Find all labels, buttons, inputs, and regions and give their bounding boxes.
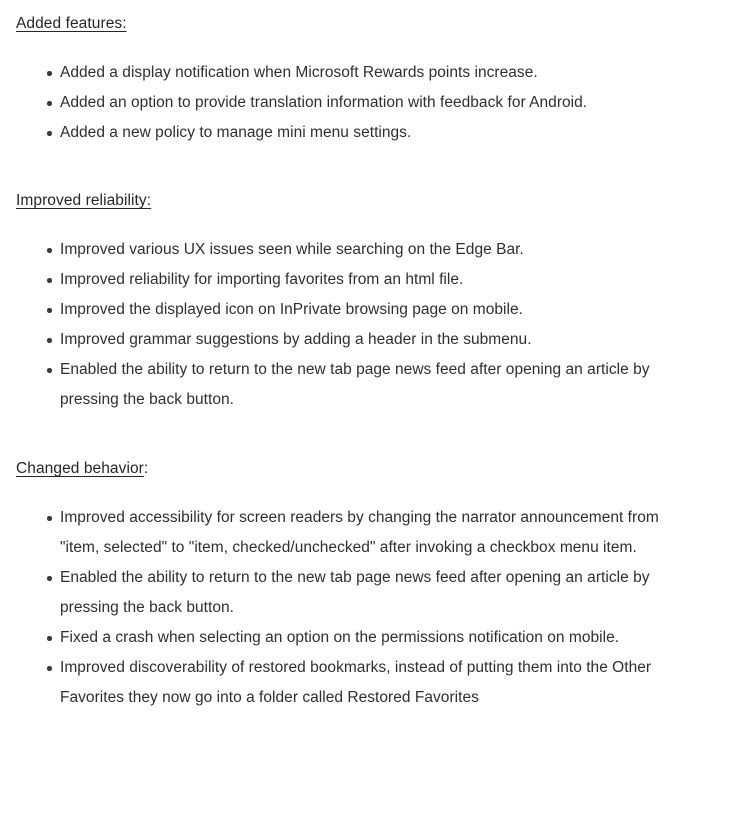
section-heading-changed-behavior-text: Changed behavior — [16, 460, 144, 477]
list-item — [16, 355, 696, 415]
list-item-text: Improved the displayed icon on InPrivate browsing page on mobile. — [60, 301, 523, 318]
section-improved-reliability — [16, 191, 696, 415]
list-item-text: Added a new policy to manage mini menu settings. — [60, 124, 412, 141]
bullet-dot-icon — [47, 576, 52, 581]
section-changed-behavior — [16, 459, 696, 713]
section-heading-improved-reliability-text: Improved reliability: — [16, 192, 152, 209]
list-item-text: Improved accessibility for screen readers by changing the narrator announcement from "item, selected" to "item, checked/unchecked" after invoking a checkbox menu item. — [60, 509, 659, 556]
bullet-dot-icon — [47, 278, 52, 283]
bullet-dot-icon — [47, 308, 52, 313]
list-item-text: Added an option to provide translation information with feedback for Android. — [60, 94, 588, 111]
section-added-features — [16, 14, 696, 148]
bullet-dot-icon — [47, 248, 52, 253]
list-item — [16, 118, 696, 148]
list-item — [16, 235, 696, 265]
list-item — [16, 503, 696, 563]
list-item — [16, 623, 696, 653]
spacer — [16, 148, 696, 191]
list-item-text: Improved discoverability of restored bookmarks, instead of putting them into the Other Favorites they now go into a folder called Restored Favorites — [60, 659, 652, 706]
list-item — [16, 295, 696, 325]
section-heading-improved-reliability — [16, 191, 696, 211]
section-heading-added-features — [16, 14, 696, 34]
list-item-text: Enabled the ability to return to the new tab page news feed after opening an article by pressing the back button. — [60, 569, 650, 616]
list-item-text: Added a display notification when Microsoft Rewards points increase. — [60, 64, 538, 81]
bullet-dot-icon — [47, 666, 52, 671]
bullet-dot-icon — [47, 368, 52, 373]
spacer — [16, 415, 696, 459]
section-heading-changed-behavior — [16, 459, 696, 479]
list-item-text: Improved reliability for importing favorites from an html file. — [60, 271, 464, 288]
bullet-dot-icon — [47, 338, 52, 343]
spacer — [16, 34, 696, 58]
list-item-text: Improved various UX issues seen while searching on the Edge Bar. — [60, 241, 524, 258]
section-heading-changed-behavior-tail: : — [143, 460, 149, 477]
list-item-text: Fixed a crash when selecting an option on the permissions notification on mobile. — [60, 629, 620, 646]
bullet-dot-icon — [47, 636, 52, 641]
bullet-list-changed-behavior — [16, 503, 696, 713]
bullet-dot-icon — [47, 71, 52, 76]
list-item — [16, 88, 696, 118]
bullet-dot-icon — [47, 516, 52, 521]
list-item — [16, 265, 696, 295]
section-heading-added-features-text: Added features: — [16, 15, 127, 32]
list-item — [16, 563, 696, 623]
list-item-text: Enabled the ability to return to the new tab page news feed after opening an article by pressing the back button. — [60, 361, 650, 408]
bullet-list-improved-reliability — [16, 235, 696, 415]
spacer — [16, 211, 696, 235]
bullet-list-added-features — [16, 58, 696, 148]
list-item — [16, 653, 696, 713]
spacer — [16, 479, 696, 503]
list-item-text: Improved grammar suggestions by adding a header in the submenu. — [60, 331, 532, 348]
bullet-dot-icon — [47, 101, 52, 106]
list-item — [16, 325, 696, 355]
list-item — [16, 58, 696, 88]
bullet-dot-icon — [47, 131, 52, 136]
